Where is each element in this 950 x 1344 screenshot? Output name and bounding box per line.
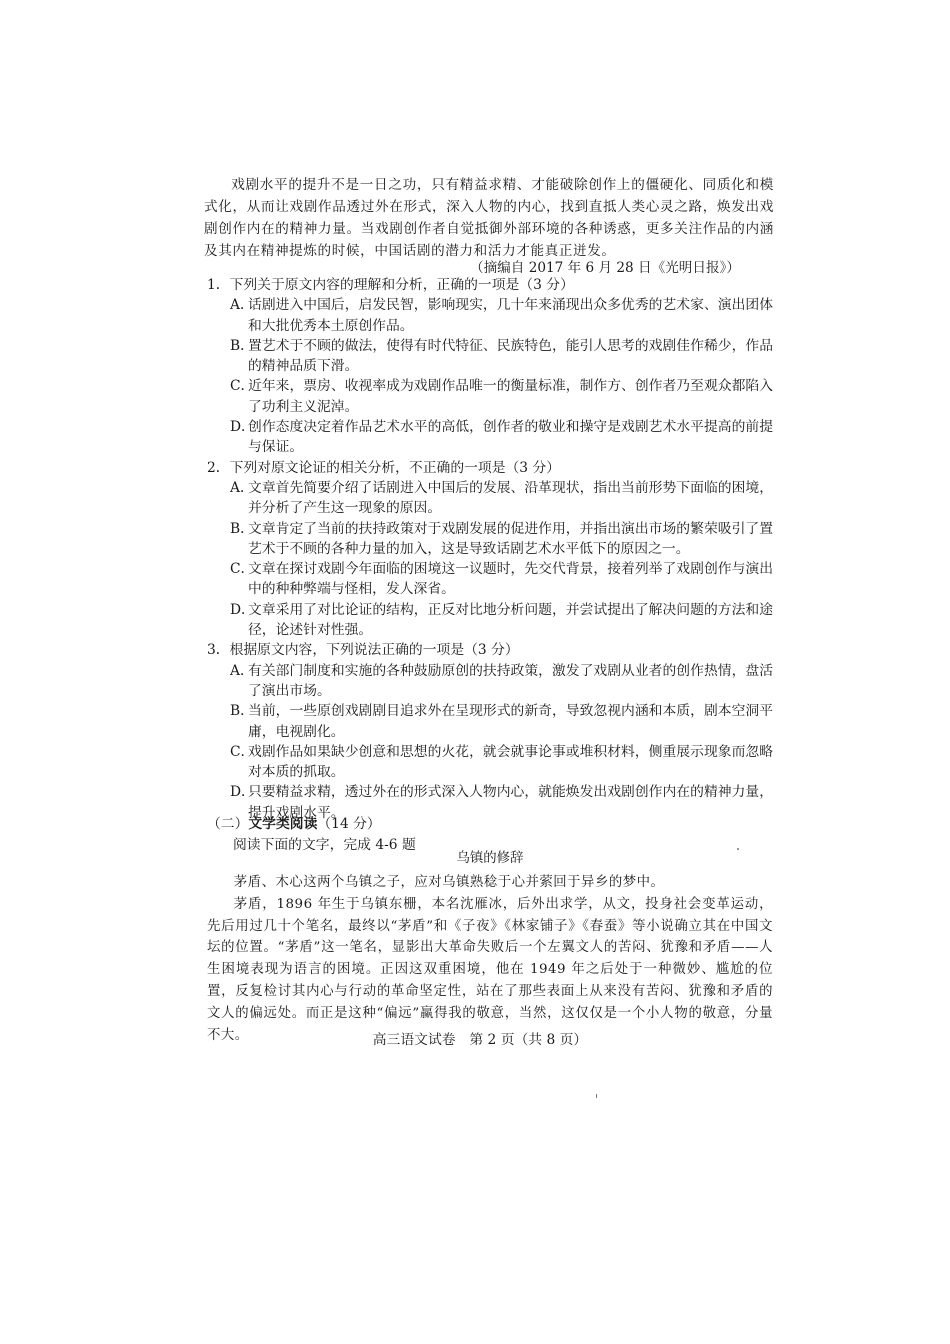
option-letter: B．	[230, 520, 254, 537]
option-letter: D．	[230, 784, 255, 801]
option-b	[207, 336, 773, 377]
story-title: 乌镇的修辞	[456, 851, 524, 866]
source-citation: （摘编自 2017 年 6 月 28 日《光明日报》）	[470, 260, 740, 276]
option-text: 戏剧作品如果缺少创意和思想的火花，就会就事论事或堆积材料，侧重展示现象而忽略对本质的抓取。	[248, 743, 773, 781]
option-text: 当前，一些原创戏剧剧目追求外在呈现形式的新奇，导致忽视内涵和本质，剧本空洞平庸，电视剧化。	[248, 703, 773, 740]
reading-instruction: 阅读下面的文字，完成 4-6 题	[233, 837, 416, 853]
option-text: 文章在探讨戏剧今年面临的困境这一议题时，先交代背景，接着列举了戏剧创作与演出中的种种弊端与怪相，发人深省。	[248, 561, 773, 598]
story-passage	[207, 872, 773, 1046]
option-text: 近年来，票房、收视率成为戏剧作品唯一的衡量标准，制作方、创作者乃至观众都陷入了功利主义泥淖。	[248, 378, 773, 415]
option-text: 话剧进入中国后，启发民智，影响现实，几十年来涌现出众多优秀的艺术家、演出团体和大批优秀本土原创作品。	[248, 297, 773, 334]
option-letter: A．	[230, 297, 254, 314]
option-d	[207, 600, 773, 641]
option-letter: A．	[230, 662, 254, 679]
section-score: （14 分）	[317, 816, 381, 832]
option-letter: C．	[230, 743, 255, 760]
option-b	[207, 701, 773, 742]
option-d	[207, 417, 773, 458]
section-title: 文学类阅读	[248, 816, 318, 832]
option-b	[207, 519, 773, 560]
option-letter: B．	[230, 703, 254, 720]
section-heading	[207, 814, 381, 834]
option-text: 只要精益求精，透过外在的形式深入人物内心，就能焕发出戏剧创作内在的精神力量，提升戏剧水平。	[248, 784, 773, 821]
question-stem: 3．根据原文内容，下列说法正确的一项是（3 分）	[207, 642, 519, 659]
intro-paragraph: 戏剧水平的提升不是一日之功，只有精益求精、才能破除创作上的僵硬化、同质化和模式化，从而让戏剧作品透过外在形式，深入人物的内心，找到直抵人类心灵之路，焕发出戏剧创作内在的精神力量。当戏剧创作者自觉抵御外部环境的各种诱惑，更多关注作品的内涵及其内在精神提炼的时候，中国话剧的潜力和活力才能真正迸发。	[204, 177, 774, 259]
intro-passage	[204, 174, 774, 262]
story-paragraph-2: 茅盾，1896 年生于乌镇东栅，本名沈雁冰，后外出求学，从文，投身社会变革运动，先后用过几十个笔名，最终以“茅盾”和《子夜》《林家铺子》《春蚕》等小说确立其在中国文坛的位置。“茅盾”这一笔名，显影出大革命失败后一个左翼文人的苦闷、犹豫和矛盾——人生困境表现为语言的困境。正因这双重困境，他在 1949 年之后处于一种微妙、尴尬的位置，反复检讨其内心与行动的革命坚定性，站在了那些表面上从来没有苦闷、犹豫和矛盾的文人的偏远处。而正是这种“偏远”赢得我的敬意，当然，这仅仅是一个小人物的敬意，分量不大。	[207, 896, 773, 1043]
section-prefix: （二）	[207, 816, 249, 832]
question-2	[207, 458, 773, 641]
question-3	[207, 640, 773, 823]
option-text: 文章首先简要介绍了话剧进入中国后的发展、沿革现状，指出当前形势下面临的困境，并分析了产生这一现象的原因。	[248, 479, 773, 517]
scan-speck	[596, 1094, 597, 1098]
option-text: 文章采用了对比论证的结构，正反对比地分析问题，并尝试提出了解决问题的方法和途径，论述针对性强。	[248, 601, 773, 639]
option-letter: C．	[230, 378, 255, 395]
option-c	[207, 742, 773, 783]
option-letter: D．	[230, 419, 255, 436]
option-text: 有关部门制度和实施的各种鼓励原创的扶持政策，激发了戏剧从业者的创作热情，盘活了演出市场。	[248, 662, 773, 699]
option-letter: B．	[230, 337, 254, 354]
page-footer: 高三语文试卷 第 2 页（共 8 页）	[372, 1032, 588, 1048]
option-a	[207, 661, 773, 702]
option-text: 置艺术于不顾的做法，使得有时代特征、民族特色，能引人思考的戏剧佳作稀少，作品的精神品质下滑。	[248, 337, 773, 375]
question-1	[207, 275, 773, 458]
question-stem: 1．下列关于原文内容的理解和分析，正确的一项是（3 分）	[207, 277, 574, 293]
option-text: 文章肯定了当前的扶持政策对于戏剧发展的促进作用，并指出演出市场的繁荣吸引了置艺术于不顾的各种力量的加入，这是导致话剧艺术水平低下的原因之一。	[248, 520, 773, 557]
option-text: 创作态度决定着作品艺术水平的高低，创作者的敬业和操守是戏剧艺术水平提高的前提与保证。	[248, 419, 773, 456]
story-paragraph-1: 茅盾、木心这两个乌镇之子，应对乌镇熟稔于心并萦回于异乡的梦中。	[233, 875, 665, 890]
option-letter: D．	[230, 601, 255, 618]
option-letter: A．	[230, 479, 254, 496]
option-a	[207, 478, 773, 519]
option-a	[207, 295, 773, 336]
option-c	[207, 559, 773, 600]
question-list	[207, 275, 773, 823]
option-letter: C．	[230, 561, 255, 578]
option-c	[207, 376, 773, 417]
scan-speck	[737, 848, 739, 850]
question-stem: 2．下列对原文论证的相关分析，不正确的一项是（3 分）	[207, 459, 561, 476]
